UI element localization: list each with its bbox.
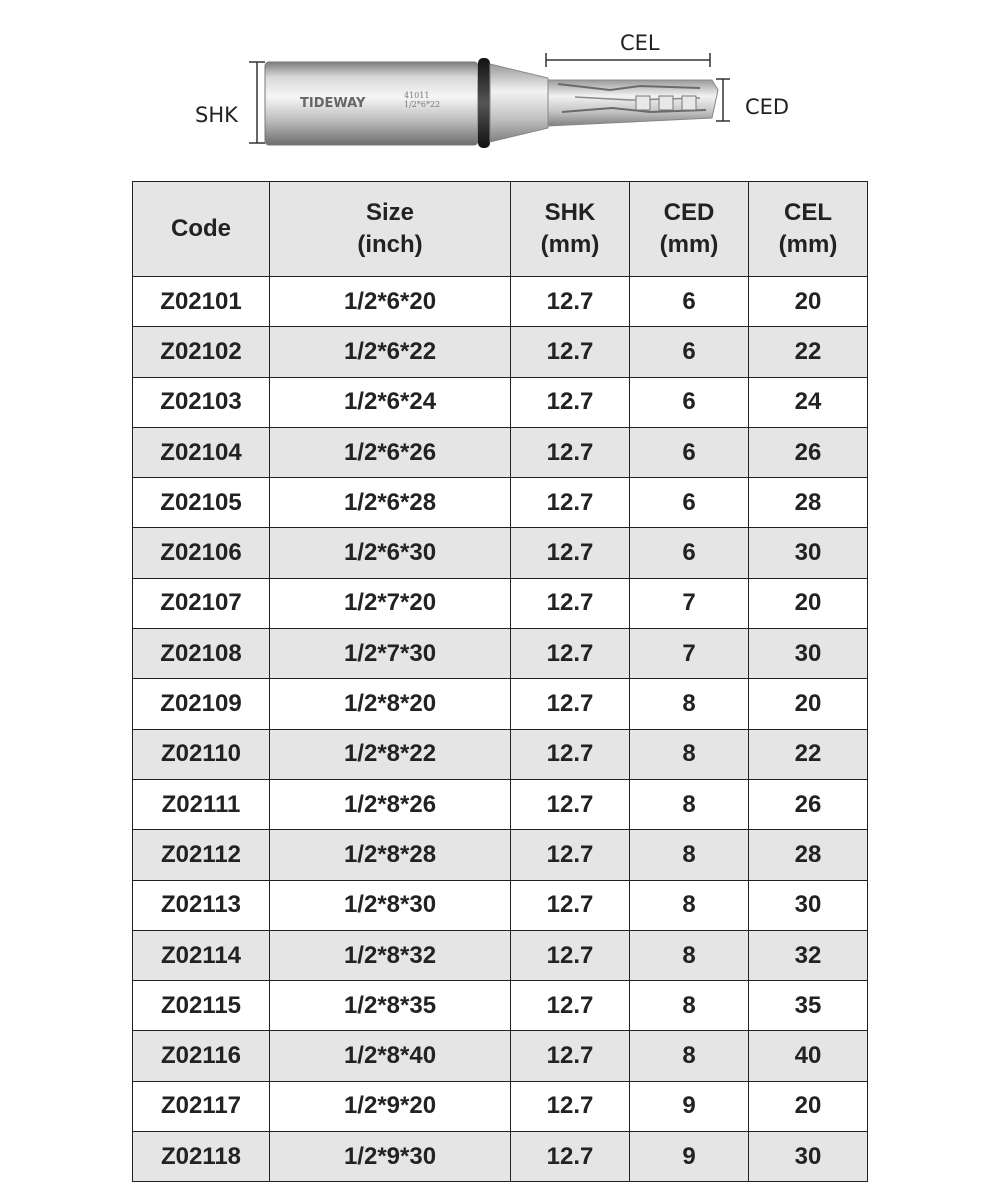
cell-cel: 40 [749,1031,868,1081]
cel-dimension [546,31,710,67]
shank-code-print: 41011 [404,91,430,100]
cell-cel: 22 [749,327,868,377]
cell-code: Z02106 [133,528,270,578]
cell-ced: 8 [630,981,749,1031]
table-row [133,1132,868,1182]
cell-shk: 12.7 [511,277,630,327]
cell-size: 1/2*8*26 [270,779,511,829]
cell-shk: 12.7 [511,377,630,427]
cell-size: 1/2*6*20 [270,277,511,327]
cell-cel: 20 [749,578,868,628]
cell-ced: 8 [630,729,749,779]
cell-code: Z02116 [133,1031,270,1081]
bit-neck [490,64,548,142]
cell-size: 1/2*6*22 [270,327,511,377]
table-row [133,629,868,679]
cell-code: Z02115 [133,981,270,1031]
cell-shk: 12.7 [511,880,630,930]
cell-shk: 12.7 [511,930,630,980]
cell-cel: 28 [749,478,868,528]
table-row [133,830,868,880]
cell-ced: 8 [630,930,749,980]
cell-ced: 8 [630,779,749,829]
table-row [133,779,868,829]
cel-label: CEL [620,31,660,55]
cell-size: 1/2*8*28 [270,830,511,880]
shk-dimension [195,62,265,143]
cell-size: 1/2*8*40 [270,1031,511,1081]
cell-cel: 35 [749,981,868,1031]
table-body [133,277,868,1182]
header-cel: CEL (mm) [749,182,868,277]
cell-cel: 30 [749,528,868,578]
cell-size: 1/2*7*20 [270,578,511,628]
cell-shk: 12.7 [511,478,630,528]
cell-ced: 8 [630,1031,749,1081]
cell-cel: 20 [749,1081,868,1131]
cell-ced: 8 [630,679,749,729]
cell-code: Z02118 [133,1132,270,1182]
cell-cel: 26 [749,779,868,829]
cell-shk: 12.7 [511,629,630,679]
cell-size: 1/2*8*30 [270,880,511,930]
cell-ced: 8 [630,830,749,880]
cell-shk: 12.7 [511,830,630,880]
cell-code: Z02109 [133,679,270,729]
router-bit-diagram [0,0,1000,180]
table-row [133,478,868,528]
cell-ced: 9 [630,1132,749,1182]
table-row [133,981,868,1031]
cell-ced: 6 [630,528,749,578]
cell-shk: 12.7 [511,1031,630,1081]
cell-code: Z02102 [133,327,270,377]
cell-cel: 20 [749,679,868,729]
table-row [133,377,868,427]
table-row [133,880,868,930]
header-ced: CED (mm) [630,182,749,277]
cell-ced: 6 [630,427,749,477]
cell-code: Z02105 [133,478,270,528]
shk-label: SHK [195,103,238,127]
cell-cel: 28 [749,830,868,880]
header-code: Code [133,182,270,277]
cell-size: 1/2*8*20 [270,679,511,729]
cell-shk: 12.7 [511,1081,630,1131]
cell-shk: 12.7 [511,578,630,628]
shank [265,62,478,145]
cell-cel: 30 [749,880,868,930]
cell-size: 1/2*9*20 [270,1081,511,1131]
cell-cel: 26 [749,427,868,477]
cell-size: 1/2*8*22 [270,729,511,779]
table-row [133,729,868,779]
cell-shk: 12.7 [511,1132,630,1182]
cell-shk: 12.7 [511,327,630,377]
cell-cel: 20 [749,277,868,327]
cell-cel: 24 [749,377,868,427]
cell-code: Z02112 [133,830,270,880]
cell-code: Z02110 [133,729,270,779]
table-row [133,1081,868,1131]
cell-shk: 12.7 [511,679,630,729]
table-row [133,427,868,477]
cell-cel: 22 [749,729,868,779]
shank-size-print: 1/2*6*22 [404,100,441,109]
header-shk: SHK (mm) [511,182,630,277]
cell-shk: 12.7 [511,779,630,829]
cell-size: 1/2*8*35 [270,981,511,1031]
shank-ring [478,58,490,148]
router-bit [265,58,718,148]
cell-cel: 32 [749,930,868,980]
cell-ced: 7 [630,578,749,628]
cell-ced: 9 [630,1081,749,1131]
table-header-row [133,182,868,277]
cell-ced: 6 [630,377,749,427]
table-row [133,930,868,980]
cell-code: Z02107 [133,578,270,628]
cell-shk: 12.7 [511,427,630,477]
table-row [133,679,868,729]
cell-shk: 12.7 [511,981,630,1031]
cell-size: 1/2*9*30 [270,1132,511,1182]
ced-dimension [716,79,789,121]
cell-code: Z02108 [133,629,270,679]
cell-code: Z02111 [133,779,270,829]
cell-cel: 30 [749,1132,868,1182]
ced-label: CED [745,95,790,119]
cell-cel: 30 [749,629,868,679]
table-row [133,578,868,628]
cell-ced: 7 [630,629,749,679]
table-row [133,1031,868,1081]
cell-code: Z02104 [133,427,270,477]
table-row [133,327,868,377]
cell-shk: 12.7 [511,528,630,578]
cell-code: Z02113 [133,880,270,930]
shank-brand-print: TIDEWAY [300,96,366,111]
cell-code: Z02103 [133,377,270,427]
cell-ced: 6 [630,277,749,327]
header-size: Size (inch) [270,182,511,277]
cell-size: 1/2*6*30 [270,528,511,578]
cell-code: Z02114 [133,930,270,980]
cell-size: 1/2*6*26 [270,427,511,477]
cell-code: Z02117 [133,1081,270,1131]
table-row [133,277,868,327]
cell-ced: 6 [630,478,749,528]
cell-code: Z02101 [133,277,270,327]
cell-size: 1/2*8*32 [270,930,511,980]
spec-table [132,181,868,1182]
cell-ced: 8 [630,880,749,930]
cell-size: 1/2*6*24 [270,377,511,427]
cell-size: 1/2*7*30 [270,629,511,679]
cell-ced: 6 [630,327,749,377]
cell-size: 1/2*6*28 [270,478,511,528]
table-row [133,528,868,578]
cell-shk: 12.7 [511,729,630,779]
